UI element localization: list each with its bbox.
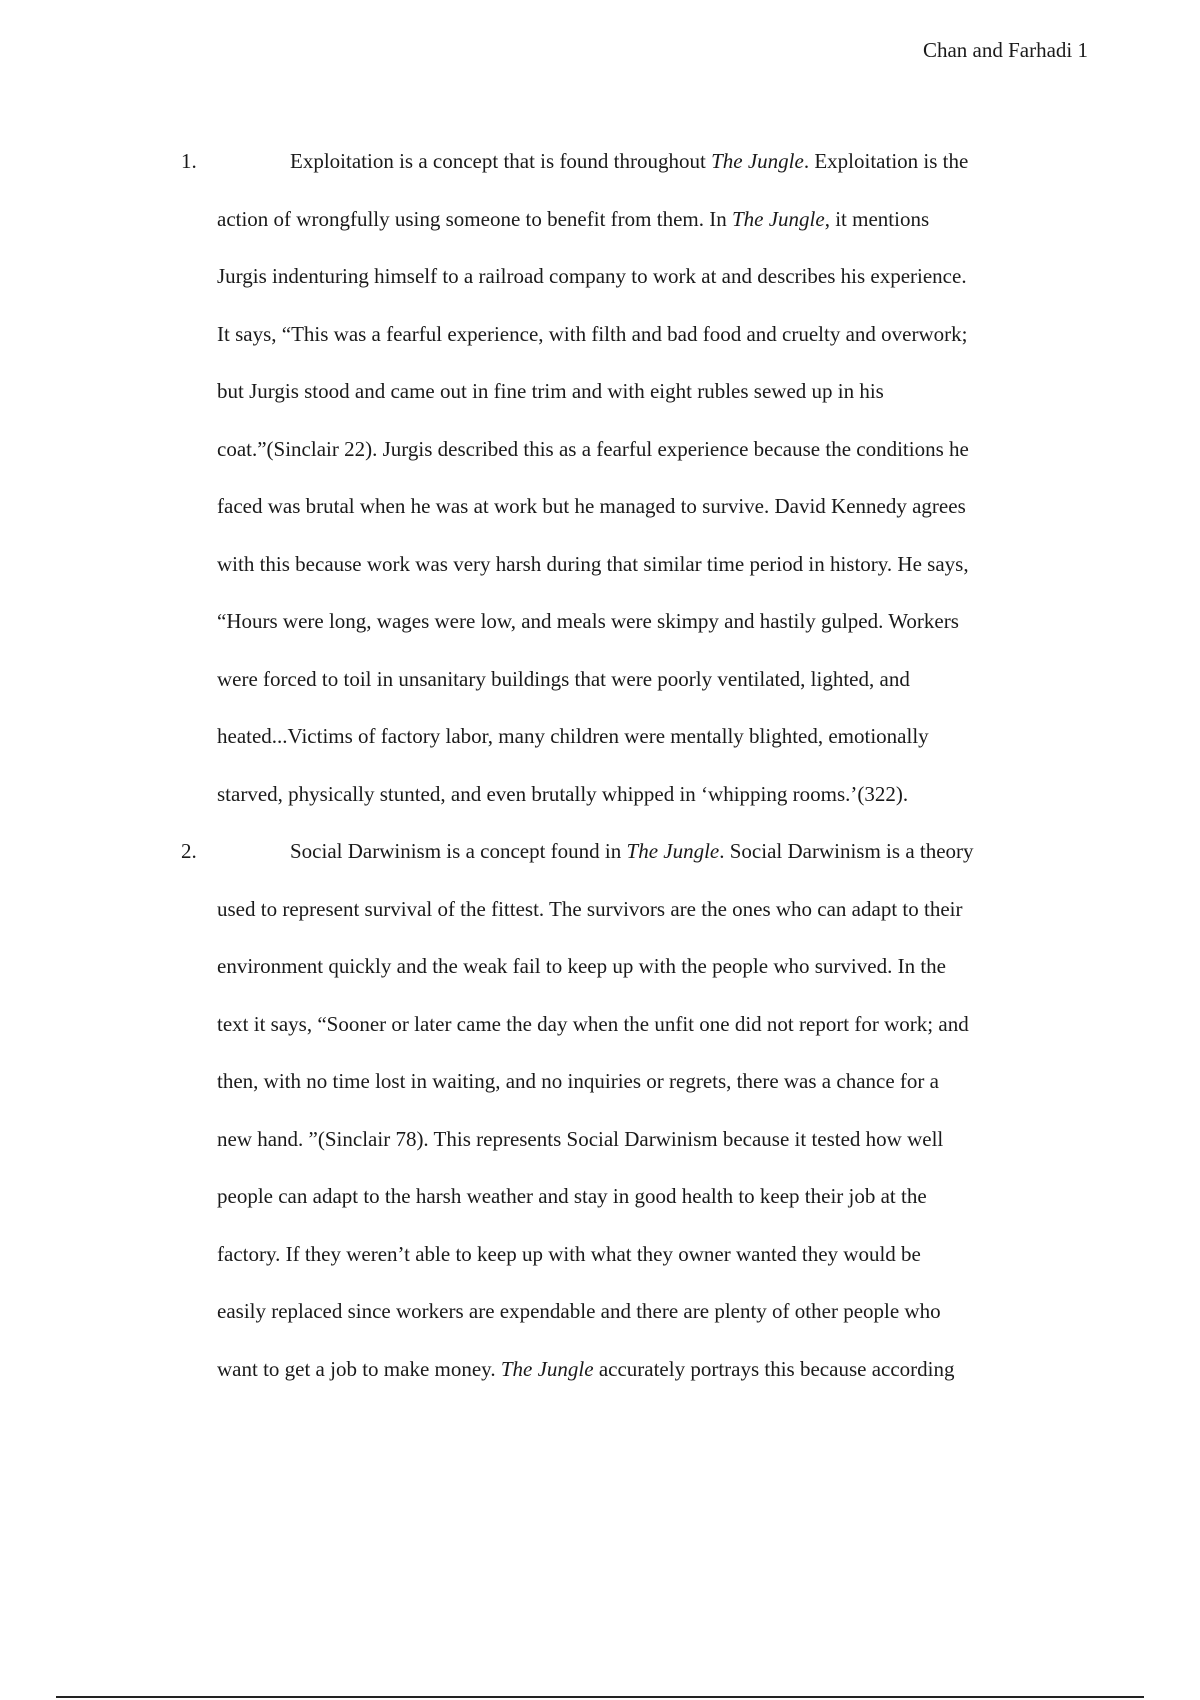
text-segment: . Exploitation is the (803, 149, 969, 173)
text-line (217, 1010, 969, 1038)
text-line (217, 262, 967, 290)
text-line (217, 952, 946, 980)
text-segment: heated...Victims of factory labor, many children were mentally blighted, emotionally (217, 724, 929, 748)
text-line (290, 147, 968, 175)
text-segment: then, with no time lost in waiting, and no inquiries or regrets, there was a chance for a (217, 1069, 939, 1093)
text-segment: factory. If they weren’t able to keep up with what they owner wanted they would be (217, 1241, 921, 1266)
text-line (217, 1125, 943, 1153)
text-segment: text it says, “Sooner or later came the day when the unfit one did not report for work; and (217, 1011, 969, 1036)
text-segment: coat.”(Sinclair 22). Jurgis described this as a fearful experience because the conditions he (217, 436, 969, 461)
text-line (217, 550, 969, 578)
text-line (217, 1067, 939, 1095)
text-segment: “Hours were long, wages were low, and meals were skimpy and hastily gulped. Workers (217, 609, 959, 633)
text-segment: people can adapt to the harsh weather and stay in good health to keep their job at the (217, 1184, 927, 1208)
text-line (217, 780, 908, 808)
text-segment: accurately portrays this because according (593, 1356, 955, 1381)
text-segment: with this because work was very harsh during that similar time period in history. He says, (217, 551, 969, 576)
text-segment: , it mentions (824, 206, 930, 231)
text-segment: . Social Darwinism is a theory (719, 839, 974, 863)
paragraph-number: 2. (181, 839, 197, 863)
text-line (217, 607, 959, 635)
text-segment: It says, “This was a fearful experience, with filth and bad food and cruelty and overwork; (217, 321, 968, 346)
text-segment: new hand. ”(Sinclair 78). This represents Social Darwinism because it tested how well (217, 1126, 944, 1151)
italic-title: The Jungle (626, 839, 720, 863)
text-segment: starved, physically stunted, and even brutally whipped in ‘whipping rooms.’(322). (217, 781, 909, 806)
text-line (217, 722, 929, 750)
text-segment: easily replaced since workers are expendable and there are plenty of other people who (217, 1299, 941, 1323)
text-line (217, 1240, 921, 1268)
text-segment: want to get a job to make money. (217, 1356, 501, 1381)
text-segment: environment quickly and the weak fail to keep up with the people who survived. In the (217, 954, 946, 978)
text-segment: Exploitation is a concept that is found throughout (290, 149, 712, 173)
text-line (290, 837, 974, 865)
text-line (217, 435, 969, 463)
text-segment: faced was brutal when he was at work but he managed to survive. David Kennedy agrees (217, 494, 966, 518)
italic-title: The Jungle (711, 149, 804, 173)
text-segment: Jurgis indenturing himself to a railroad company to work at and describes his experience. (217, 264, 967, 288)
running-head: Chan and Farhadi 1 (922, 38, 1088, 62)
italic-title: The Jungle (500, 1356, 594, 1381)
text-line (217, 895, 962, 923)
paragraph-number: 1. (181, 149, 197, 173)
text-line (217, 1182, 927, 1210)
text-segment: but Jurgis stood and came out in fine trim and with eight rubles sewed up in his (217, 379, 884, 403)
text-line (217, 1297, 941, 1325)
text-segment: action of wrongfully using someone to benefit from them. In (217, 206, 732, 231)
text-segment: Social Darwinism is a concept found in (290, 839, 627, 863)
text-line (217, 320, 967, 348)
text-line (217, 492, 966, 520)
text-line (217, 1355, 954, 1383)
text-segment: used to represent survival of the fittest. The survivors are the ones who can adapt to their (217, 896, 963, 921)
page-bottom-rule (56, 1696, 1144, 1698)
text-line (217, 665, 910, 693)
italic-title: The Jungle (731, 206, 825, 231)
text-line (217, 377, 884, 405)
text-segment: were forced to toil in unsanitary buildings that were poorly ventilated, lighted, and (217, 666, 910, 691)
text-line (217, 205, 929, 233)
